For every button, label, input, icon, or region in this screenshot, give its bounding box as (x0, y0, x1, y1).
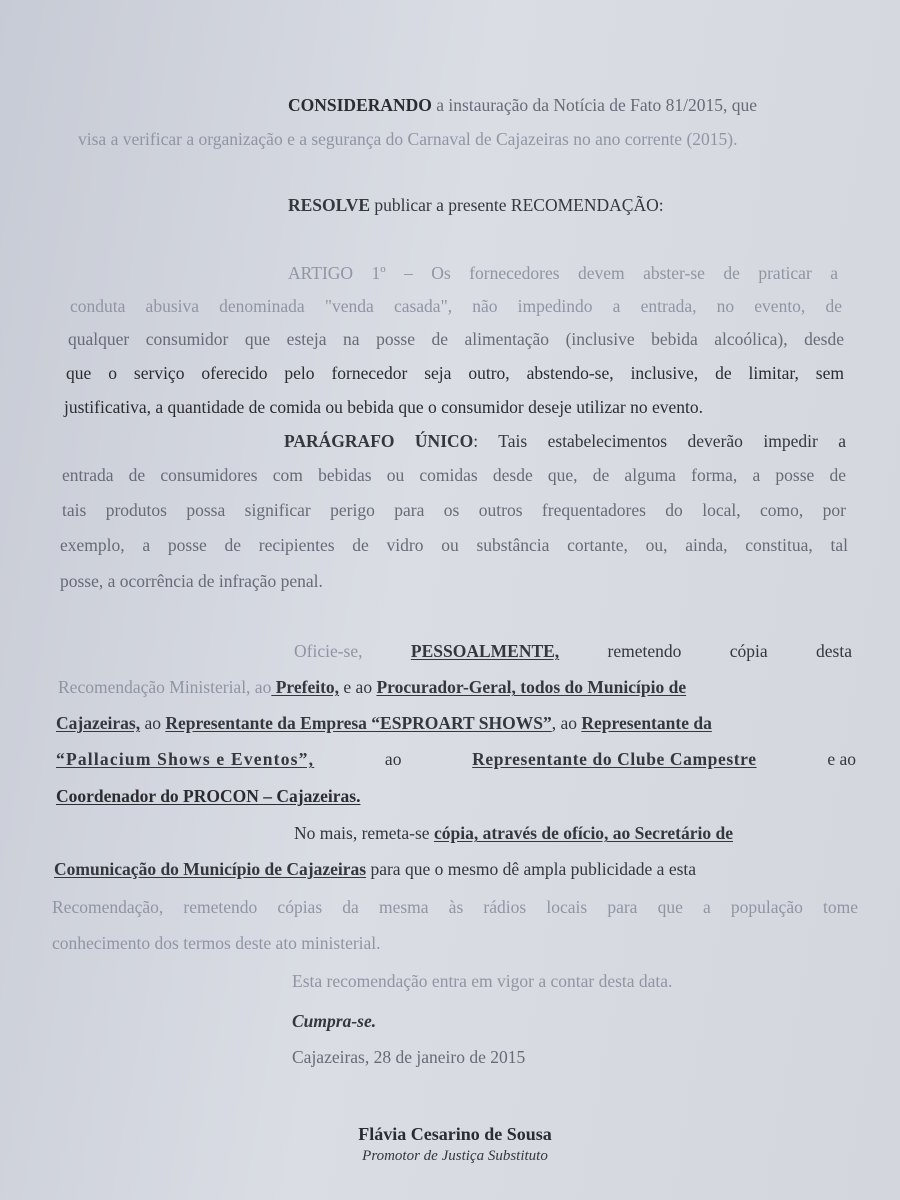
paragrafo-text-1: : Tais estabelecimentos deverão impedir a (473, 431, 846, 451)
oficie-representante-da: Representante da (581, 713, 712, 733)
paragrafo-line-4: exemplo, a posse de recipientes de vidro ou substância cortante, ou, ainda, constitua, tal (60, 535, 848, 555)
paragrafo-line-3: tais produtos possa significar perigo para os outros frequentadores do local, como, por (62, 500, 846, 520)
considerando-line-1 (288, 94, 836, 116)
vigor-line: Esta recomendação entra em vigor a contar desta data. (292, 971, 673, 991)
oficie-pessoalmente: PESSOALMENTE, (410, 641, 560, 661)
nomais-line-1 (294, 822, 733, 844)
oficie-procon: Coordenador do PROCON – Cajazeiras. (56, 786, 361, 806)
artigo-line-2: conduta abusiva denominada "venda casada", não impedindo a entrada, no evento, de (70, 296, 842, 316)
oficie-text-2a: Recomendação Ministerial, ao (58, 677, 272, 697)
oficie-text-1a: Oficie-se, (294, 641, 363, 661)
oficie-line-3 (56, 712, 712, 734)
nomais-line-4: conhecimento dos termos deste ato ministerial. (52, 933, 381, 953)
oficie-prefeito: Prefeito, (271, 677, 340, 697)
resolve-line (288, 194, 664, 216)
nomais-line-2 (54, 858, 696, 880)
paragrafo-line-2: entrada de consumidores com bebidas ou comidas desde que, de alguma forma, a posse de (62, 465, 846, 485)
cumpra-se: Cumpra-se. (292, 1011, 377, 1031)
signature-name: Flávia Cesarino de Sousa (358, 1124, 552, 1144)
artigo-line-5: justificativa, a quantidade de comida ou bebida que o consumidor deseje utilizar no evento. (64, 397, 704, 417)
paragrafo-line-5: posse, a ocorrência de infração penal. (60, 571, 323, 591)
nomais-copia: cópia, através de ofício, ao Secretário de (433, 823, 733, 843)
oficie-text-1d: cópia (729, 641, 768, 661)
considerando-line-2 (78, 128, 836, 150)
resolve-lead: RESOLVE (288, 195, 371, 215)
oficie-line-4 (56, 748, 856, 770)
signature-role: Promotor de Justiça Substituto (362, 1148, 548, 1164)
artigo-line-3: qualquer consumidor que esteja na posse de alimentação (inclusive bebida alcoólica), desde (68, 329, 844, 349)
paragrafo-lead: PARÁGRAFO ÚNICO (284, 431, 474, 451)
oficie-esproart: Representante da Empresa “ESPROART SHOWS” (165, 713, 552, 733)
oficie-text-3d: , ao (551, 713, 582, 733)
oficie-pallacium: “Pallacium Shows e Eventos”, (56, 749, 315, 769)
resolve-text: publicar a presente RECOMENDAÇÃO: (374, 195, 664, 215)
oficie-line-2 (58, 676, 686, 698)
nomais-line-3 (52, 896, 858, 918)
nomais-comunicacao: Comunicação do Município de Cajazeiras (54, 859, 367, 879)
oficie-clube-campestre: Representante do Clube Campestre (472, 749, 757, 769)
considerando-text-2: visa a verificar a organização e a segurança do Carnaval de Cajazeiras no ano corrente (2015). (78, 129, 738, 149)
artigo-line-1: ARTIGO 1º – Os fornecedores devem abster-se de praticar a (288, 263, 838, 283)
nomais-text-1a: No mais, remeta-se (294, 823, 434, 843)
oficie-text-3b: ao (140, 713, 166, 733)
considerando-text-1: a instauração da Notícia de Fato 81/2015, que (436, 95, 758, 115)
artigo-line-4: que o serviço oferecido pelo fornecedor seja outro, abstendo-se, inclusive, de limitar, sem (66, 363, 844, 383)
nomais-text-2b: para que o mesmo dê ampla publicidade a esta (366, 859, 697, 879)
paragrafo-line-1 (284, 430, 846, 452)
nomais-text-3: Recomendação, remetendo cópias da mesma às rádios locais para que a população tome (52, 897, 858, 917)
oficie-text-1c: remetendo (607, 641, 682, 661)
date-line: Cajazeiras, 28 de janeiro de 2015 (292, 1047, 526, 1067)
oficie-cajazeiras: Cajazeiras, (56, 713, 141, 733)
oficie-procurador: Procurador-Geral, todos do Município de (376, 677, 687, 697)
oficie-text-4d: e ao (827, 749, 856, 769)
oficie-text-2c: e ao (339, 677, 377, 697)
oficie-line-1 (294, 640, 852, 662)
oficie-text-4b: ao (384, 749, 402, 769)
oficie-text-1e: desta (816, 641, 852, 661)
considerando-lead: CONSIDERANDO (288, 95, 432, 115)
